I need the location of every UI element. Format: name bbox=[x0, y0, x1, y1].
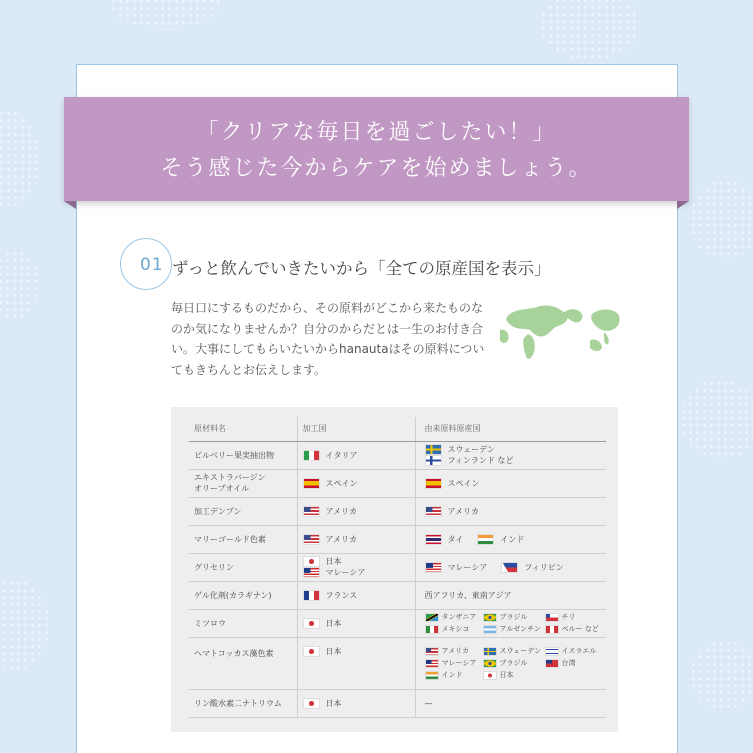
country-entry bbox=[425, 646, 483, 656]
banner-line-1: 「クリアな毎日を過ごしたい！」 bbox=[196, 120, 557, 145]
section-number: 01 bbox=[140, 255, 164, 275]
finland-flag-icon bbox=[425, 455, 442, 466]
ingredient-name: グリセリン bbox=[189, 553, 297, 581]
country-entry bbox=[425, 624, 483, 634]
italy-flag-icon bbox=[303, 450, 320, 461]
decorative-flower bbox=[0, 250, 40, 320]
origin-country-grid bbox=[425, 612, 601, 634]
country-label: スペイン bbox=[447, 478, 480, 488]
country-entry bbox=[303, 567, 366, 578]
country-entry bbox=[425, 444, 496, 455]
japan-flag-icon bbox=[303, 618, 320, 629]
process-country-cell bbox=[297, 441, 415, 469]
header-process-country: 加工国 bbox=[297, 417, 415, 441]
country-entry bbox=[545, 658, 601, 668]
ingredients-table bbox=[189, 417, 606, 718]
section-heading bbox=[120, 238, 580, 290]
india-flag-icon bbox=[477, 534, 494, 545]
argentina-flag-icon bbox=[483, 625, 497, 634]
ingredients-table-panel bbox=[171, 407, 618, 732]
country-label: 日本 bbox=[325, 698, 342, 708]
usa-flag-icon bbox=[303, 534, 320, 545]
spain-flag-icon bbox=[303, 478, 320, 489]
decorative-flower bbox=[690, 180, 753, 260]
tanzania-flag-icon bbox=[425, 613, 439, 622]
country-entry bbox=[303, 646, 342, 657]
country-entry bbox=[483, 658, 545, 668]
usa-flag-icon bbox=[425, 506, 442, 517]
country-entry bbox=[303, 590, 358, 601]
origin-text: 西アフリカ、東南アジア bbox=[424, 590, 512, 600]
chile-flag-icon bbox=[545, 613, 559, 622]
headline-banner bbox=[64, 97, 689, 201]
decorative-flower bbox=[0, 580, 50, 670]
country-label: マレーシア bbox=[325, 568, 366, 577]
country-label: フランス bbox=[325, 590, 358, 600]
ingredient-name: ヘマトコッカス藻色素 bbox=[189, 637, 297, 689]
table-row bbox=[189, 637, 606, 689]
table-header-row bbox=[189, 417, 606, 441]
country-entry bbox=[477, 534, 524, 545]
ingredient-name: エキストラバージン オリーブオイル bbox=[189, 469, 297, 497]
table-row bbox=[189, 581, 606, 609]
table-row bbox=[189, 441, 606, 469]
banner-fold-right bbox=[677, 201, 689, 209]
country-label: タンザニア bbox=[441, 613, 477, 621]
country-entry bbox=[483, 646, 545, 656]
country-label: タイ bbox=[447, 534, 464, 544]
philippines-flag-icon bbox=[501, 562, 518, 573]
japan-flag-icon bbox=[303, 698, 320, 709]
country-entry bbox=[425, 658, 483, 668]
country-label: インド bbox=[500, 534, 525, 544]
ingredient-name: ビルベリー果実抽出物 bbox=[189, 441, 297, 469]
ingredient-name: ミツロウ bbox=[189, 609, 297, 637]
country-label: マレーシア bbox=[447, 562, 488, 572]
country-label: チリ bbox=[561, 613, 576, 621]
origin-country-cell bbox=[415, 637, 606, 689]
section-title: ずっと飲んでいきたいから「全ての原産国を表示」 bbox=[172, 259, 551, 278]
country-entry bbox=[425, 562, 488, 573]
table-row bbox=[189, 689, 606, 717]
brazil-flag-icon bbox=[483, 659, 497, 668]
country-entry bbox=[425, 506, 479, 517]
country-label: ブラジル bbox=[499, 613, 528, 621]
country-entry bbox=[425, 478, 480, 489]
country-label: アメリカ bbox=[325, 506, 357, 516]
country-entry bbox=[501, 562, 563, 573]
ingredient-name: マリーゴールド色素 bbox=[189, 525, 297, 553]
country-entry bbox=[425, 670, 483, 680]
india-flag-icon bbox=[425, 671, 439, 680]
section-body-text: 毎日口にするものだから、その原料がどこから来たものなのか気になりませんか？自分のからだとは一生のお付き合い。大事にしてもらいたいからhanautaはその原料についてもきちんとお伝えします。 bbox=[171, 301, 485, 377]
country-label: マレーシア bbox=[441, 659, 477, 667]
process-country-cell bbox=[297, 637, 415, 689]
process-country-cell bbox=[297, 581, 415, 609]
country-label: インド bbox=[441, 671, 463, 679]
israel-flag-icon bbox=[545, 647, 559, 656]
peru-flag-icon bbox=[545, 625, 559, 634]
country-label: 日本 bbox=[499, 671, 514, 679]
brazil-flag-icon bbox=[483, 613, 497, 622]
thailand-flag-icon bbox=[425, 534, 442, 545]
country-label: スペイン bbox=[325, 478, 358, 488]
country-entry bbox=[303, 478, 358, 489]
origin-country-cell bbox=[415, 497, 606, 525]
origin-country-cell bbox=[415, 609, 606, 637]
country-label: 日本 bbox=[325, 646, 342, 656]
sweden-flag-icon bbox=[425, 444, 442, 455]
table-row bbox=[189, 469, 606, 497]
ingredient-name: リン酸水素二ナトリウム bbox=[189, 689, 297, 717]
origin-country-cell bbox=[415, 525, 606, 553]
process-country-cell bbox=[297, 553, 415, 581]
country-label: アメリカ bbox=[325, 534, 357, 544]
country-label: 台湾 bbox=[561, 659, 576, 667]
country-label: アメリカ bbox=[447, 506, 479, 516]
country-label: ペルー など bbox=[561, 625, 599, 633]
country-entry bbox=[483, 624, 545, 634]
france-flag-icon bbox=[303, 590, 320, 601]
usa-flag-icon bbox=[425, 647, 439, 656]
country-label: メキシコ bbox=[441, 625, 470, 633]
ingredient-name: 加工デンプン bbox=[189, 497, 297, 525]
banner-fold-left bbox=[64, 201, 76, 209]
country-label: アメリカ bbox=[441, 647, 470, 655]
decorative-flower bbox=[0, 110, 40, 210]
japan-flag-icon bbox=[303, 646, 320, 657]
table-row bbox=[189, 497, 606, 525]
world-map-icon bbox=[500, 300, 625, 370]
origin-country-cell bbox=[415, 581, 606, 609]
country-entry bbox=[303, 506, 357, 517]
spain-flag-icon bbox=[425, 478, 442, 489]
japan-flag-icon bbox=[303, 556, 320, 567]
decorative-flower bbox=[540, 0, 640, 60]
header-origin-country: 由来原料原産国 bbox=[415, 417, 606, 441]
process-country-cell bbox=[297, 469, 415, 497]
origin-country-cell bbox=[415, 689, 606, 717]
country-label: ブラジル bbox=[499, 659, 528, 667]
process-country-cell bbox=[297, 689, 415, 717]
japan-flag-icon bbox=[483, 671, 497, 680]
country-label: フィリピン bbox=[524, 562, 564, 572]
decorative-flower bbox=[690, 640, 753, 710]
country-label: 日本 bbox=[325, 557, 342, 566]
country-entry bbox=[483, 612, 545, 622]
country-entry bbox=[545, 624, 601, 634]
country-label: スウェーデン bbox=[499, 647, 542, 655]
mexico-flag-icon bbox=[425, 625, 439, 634]
process-country-cell bbox=[297, 497, 415, 525]
country-label: フィンランド など bbox=[447, 456, 514, 465]
banner-line-2: そう感じた今からケアを始めましょう。 bbox=[160, 156, 593, 181]
country-label: アルゼンチン bbox=[499, 625, 541, 633]
usa-flag-icon bbox=[303, 506, 320, 517]
country-entry bbox=[425, 455, 514, 466]
country-entry bbox=[545, 646, 601, 656]
country-entry bbox=[303, 698, 342, 709]
country-entry bbox=[303, 450, 358, 461]
origin-country-grid bbox=[425, 646, 601, 680]
country-label: イスラエル bbox=[561, 647, 597, 655]
decorative-flower bbox=[680, 380, 753, 460]
origin-country-cell bbox=[415, 441, 606, 469]
country-entry bbox=[303, 534, 357, 545]
country-entry bbox=[483, 670, 545, 680]
country-label: イタリア bbox=[325, 450, 358, 460]
table-row bbox=[189, 525, 606, 553]
malaysia-flag-icon bbox=[425, 562, 442, 573]
taiwan-flag-icon bbox=[545, 659, 559, 668]
country-entry bbox=[425, 534, 464, 545]
country-entry bbox=[303, 618, 342, 629]
origin-country-cell bbox=[415, 553, 606, 581]
process-country-cell bbox=[297, 609, 415, 637]
header-ingredient: 原材料名 bbox=[189, 417, 297, 441]
sweden-flag-icon bbox=[483, 647, 497, 656]
ingredient-name: ゲル化剤(カラギナン) bbox=[189, 581, 297, 609]
country-label: スウェーデン bbox=[447, 445, 496, 454]
table-row bbox=[189, 553, 606, 581]
malaysia-flag-icon bbox=[425, 659, 439, 668]
country-label: 日本 bbox=[325, 618, 342, 628]
country-entry bbox=[425, 612, 483, 622]
table-row bbox=[189, 609, 606, 637]
origin-text: — bbox=[424, 698, 433, 708]
process-country-cell bbox=[297, 525, 415, 553]
decorative-flower bbox=[110, 0, 220, 30]
origin-country-cell bbox=[415, 469, 606, 497]
country-entry bbox=[303, 556, 342, 567]
country-entry bbox=[545, 612, 601, 622]
malaysia-flag-icon bbox=[303, 567, 320, 578]
